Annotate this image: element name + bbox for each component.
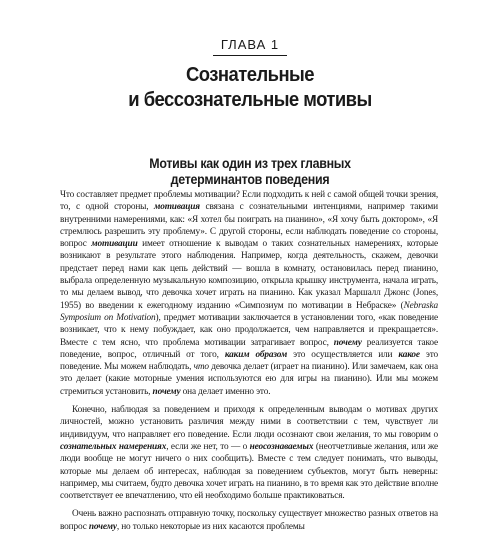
text-run: реализуется такое поведение, вопрос, отличный от того,: [60, 337, 438, 360]
emphasis-run: сознательных намерениях: [60, 441, 167, 452]
text-run: ), предмет мотивации заключается в установлении того, «как поведение возникает, что к нему побуждает, как оно продолжается, чем направляется и прекращается». Вместе с тем ясно, что проблема мотивации затрагивает вопрос,: [60, 312, 438, 348]
text-run: имеет отношение к выводам о таких сознательных намерениях, которые возникают в результате этого наблюдения. Например, когда деятельность, скажем, девочки предстает перед нами как цепь действий — вошла в комнату, остановилась перед пианино, выбрала определенную музыкальную композицию, открыла крышку инструмента, начала играть, то мы делаем вывод, что девочка хочет играть на пианино. Как указал Маршалл Джонс (Jones, 1955) во введении к ежегодному изданию «Симпозиум по мотивации в Небраске» (: [60, 239, 438, 311]
emphasis-run: почему: [152, 386, 181, 397]
text-run: девочка делает (играет на пианино). Или замечаем, как она это делает (какие моторные умения используются ею для игры на пианино). Или мы можем стремиться установить,: [60, 362, 438, 397]
text-run: это поведение. Мы можем наблюдать,: [60, 349, 438, 373]
emphasis-run: почему: [88, 521, 117, 532]
chapter-header: [0, 36, 500, 56]
text-run: (неотчетливые желания, или же люди вообще не могут ничего о них сообщить). Вместе с тем следует понимать, что выводы, которые мы делаем об интересах, наблюдая за поведением субъектов, могут быть неверны: например, мы считаем, будто девочка хочет играть на пианино, в то время как это действие вполне соответствует ее впечатлению, что ей необходимо больше практиковаться.: [60, 441, 438, 502]
body-text: [60, 189, 438, 533]
paragraph: [60, 404, 438, 502]
text-run: , но только некоторые из них касаются проблемы: [116, 521, 305, 532]
emphasis-run: мотивация: [154, 202, 200, 213]
text-run: это осуществляется или: [287, 349, 399, 360]
emphasis-run: мотивации: [91, 239, 138, 250]
text-run: Что составляет предмет проблемы мотивации? Если подходить к ней с самой общей точки зрения, то, с одной стороны,: [60, 190, 438, 213]
paragraph: [60, 189, 438, 398]
paragraph: [60, 508, 438, 533]
text-run: , если же нет, то — о: [166, 441, 250, 452]
text-run: связана с сознательными интенциями, например такими внутренними намерениями, как: «Я хотел бы поиграть на пианино», «Я хочу быть доктором», «Я стремлюсь разрешить эту проблему». С другой стороны, если наблюдать поведение со стороны, вопрос: [60, 202, 438, 250]
section-heading-line-1: Мотивы как один из трех главных: [149, 156, 351, 171]
chapter-title: [25, 62, 475, 112]
section-heading-line-2: детерминантов поведения: [170, 172, 330, 187]
chapter-label: ГЛАВА 1: [213, 37, 287, 56]
text-run: Очень важно распознать отправную точку, поскольку существует множество разных ответов на вопрос: [60, 509, 438, 532]
chapter-title-line-1: Сознательные: [186, 63, 314, 86]
emphasis-run: каким образом: [224, 349, 288, 360]
emphasis-run: какое: [398, 349, 420, 360]
chapter-title-line-2: и бессознательные мотивы: [128, 88, 372, 111]
text-run: она делает именно это.: [180, 386, 271, 397]
italic-run: Nebraska Symposium on Motivation: [60, 300, 438, 323]
italic-run: что: [193, 362, 209, 373]
emphasis-run: неосознаваемых: [249, 441, 314, 452]
text-run: Конечно, наблюдая за поведением и приходя к определенным выводам о мотивах других личностей, можно установить различия между ними в соответствии с тем, чувствует ли индивидуум, что направляет его поведение. Если люди осознают свои желания, то мы говорим о: [60, 405, 438, 440]
section-heading: [20, 156, 480, 188]
emphasis-run: почему: [333, 337, 362, 348]
